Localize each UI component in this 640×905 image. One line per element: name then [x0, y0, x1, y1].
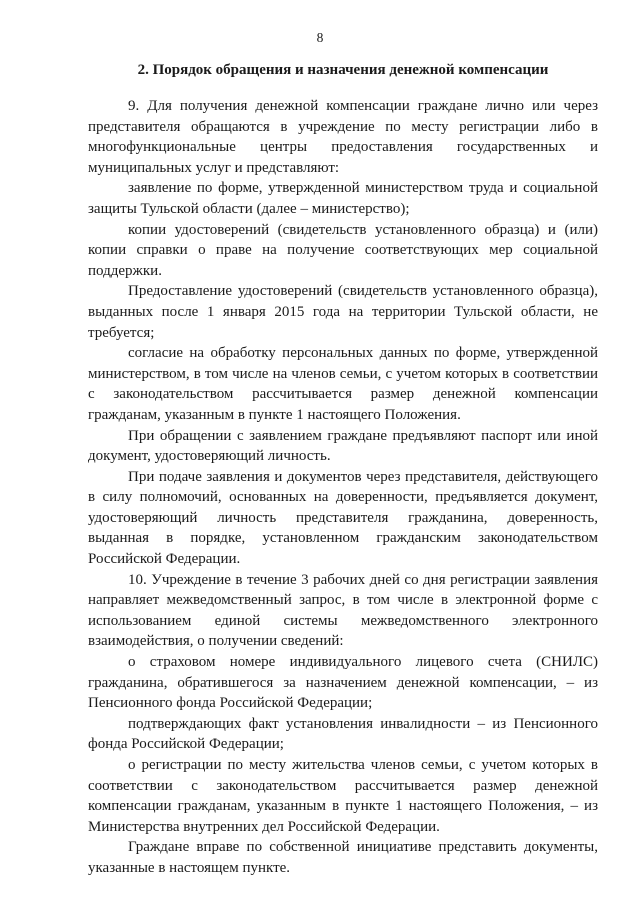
body-text	[88, 96, 598, 879]
paragraph: Предоставление удостоверений (свидетельств установленного образца), выданных после 1 января 2015 года на территории Тульской области, не требуется;	[88, 283, 598, 341]
paragraph: 9. Для получения денежной компенсации граждане лично или через представителя обращаются в учреждение по месту регистрации либо в многофункциональные центры предоставления государственных и муниципальных услуг и представляют:	[88, 98, 598, 176]
paragraph: подтверждающих факт установления инвалидности – из Пенсионного фонда Российской Федерации;	[88, 715, 598, 753]
page-number: 8	[316, 30, 324, 45]
paragraph: Граждане вправе по собственной инициативе представить документы, указанные в настоящем пункте.	[88, 839, 598, 876]
paragraph: При обращении с заявлением граждане предъявляют паспорт или иной документ, удостоверяющий личность.	[88, 427, 598, 465]
paragraph: При подаче заявления и документов через представителя, действующего в силу полномочий, основанных на доверенности, предъявляется документ, удостоверяющий личность представителя гражданина, доверенность, выданная в порядке, установленном гражданским законодательством Российской Федерации.	[88, 468, 598, 568]
paragraph: о страховом номере индивидуального лицевого счета (СНИЛС) гражданина, обратившегося за назначением денежной компенсации, – из Пенсионного фонда Российской Федерации;	[88, 654, 598, 712]
paragraph: о регистрации по месту жительства членов семьи, с учетом которых в соответствии с законодательством рассчитывается размер денежной компенсации гражданам, указанным в пункте 1 настоящего Положения, – из Министерства внутренних дел Российской Федерации.	[88, 757, 598, 835]
paragraph: заявление по форме, утвержденной министерством труда и социальной защиты Тульской области (далее – министерство);	[88, 180, 598, 217]
section-heading: 2. Порядок обращения и назначения денежной компенсации	[137, 62, 549, 78]
paragraph: согласие на обработку персональных данных по форме, утвержденной министерством, в том числе на членов семьи, с учетом которых в соответствии с законодательством рассчитывается размер денежной компенсации гражданам, указанным в пункте 1 настоящего Положения.	[88, 345, 598, 423]
paragraph: 10. Учреждение в течение 3 рабочих дней со дня регистрации заявления направляет межведомственный запрос, в том числе в электронной форме с использованием единой системы межведомственного электронного взаимодействия, о получении сведений:	[88, 571, 598, 650]
paragraph: копии удостоверений (свидетельств установленного образца) и (или) копии справки о праве на получение соответствующих мер социальной поддержки.	[88, 221, 598, 279]
